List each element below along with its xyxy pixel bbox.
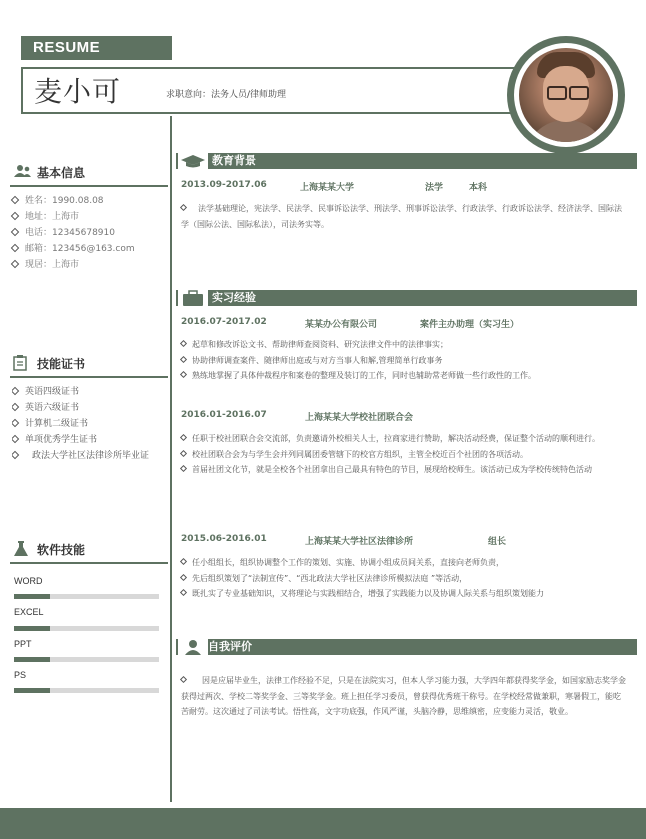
exp-role: 案件主办助理（实习生） [420, 320, 520, 330]
education-title: 教育背景 [212, 154, 256, 167]
self-eval-header [176, 639, 637, 655]
basic-info-item: 姓名：1990.08.08 [12, 193, 135, 209]
skill-name: PS [14, 670, 27, 680]
exp-item: 起草和修改诉讼文书、帮助律师查阅资料、研究法律文件中的法律事实； [181, 337, 631, 353]
footer-bar [0, 808, 646, 839]
exp-period: 2015.06-2016.01 [181, 534, 267, 544]
exp-role: 组长 [488, 537, 507, 547]
basic-info-item: 地址：上海市 [12, 209, 135, 225]
briefcase-icon [178, 290, 208, 306]
basic-info-title: 基本信息 [37, 166, 86, 180]
skill-bar [14, 626, 159, 631]
exp-item: 任职于校社团联合会交流部，负责邀请外校相关人士，拉商家进行赞助，解决活动经费，保证整个活动的顺利进行。 [181, 431, 636, 447]
exp-item: 既扎实了专业基础知识，又将理论与实践相结合，增强了实践能力以及协调人际关系与组织策划能力 [181, 586, 636, 602]
certs-divider [10, 376, 168, 378]
exp-org: 上海某某大学校社团联合会 [305, 413, 414, 423]
edu-major: 法学 [425, 183, 444, 193]
header-frame-top [21, 67, 531, 69]
avatar [519, 48, 613, 142]
header-frame-bottom [21, 112, 531, 114]
certs-list [12, 384, 164, 464]
skill-name: PPT [14, 639, 32, 649]
basic-info-divider [10, 185, 168, 187]
cert-item: 单项优秀学生证书 [12, 432, 164, 448]
exp-period: 2016.01-2016.07 [181, 410, 267, 420]
certs-title: 技能证书 [37, 357, 86, 371]
cert-item: 英语四级证书 [12, 384, 164, 400]
skill-bar-fill [14, 594, 50, 599]
skill-bar [14, 688, 159, 693]
basic-info-list [12, 193, 135, 273]
exp-item: 先后组织策划了“法制宣传”、“西北政法大学社区法律诊所模拟法庭 ”等活动， [181, 571, 636, 587]
skill-bar [14, 594, 159, 599]
exp-period: 2016.07-2017.02 [181, 317, 267, 327]
basic-info-item: 电话：12345678910 [12, 225, 135, 241]
skill-name: WORD [14, 576, 43, 586]
exp-items [181, 555, 636, 602]
exp-item: 熟练地掌握了具体仲裁程序和案卷的整理及装订的工作，同时也辅助常老师做一些行政性的工作。 [181, 368, 631, 384]
exp-item: 首届社团文化节，就是全校各个社团拿出自己最具有特色的节目，展现给校师生。该活动已成为学校传统特色活动 [181, 462, 636, 478]
cert-item: 政法大学社区法律诊所毕业证 [12, 448, 164, 464]
self-eval-text: 因是应届毕业生，法律工作经验不足，只是在法院实习，但本人学习能力强，大学四年都获得奖学金，如国家励志奖学金获得过两次、学校二等奖学金、三等奖学金。班上担任学习委员，曾获得优秀班干称号。在学校经常做兼职，寒暑假工，能吃苦耐劳。这次通过了司法考试。悟性高，文字功底强，作风严谨，头脑冷静，思维缜密，应变能力灵活，敬业。 [181, 676, 626, 716]
edu-period: 2013.09-2017.06 [181, 180, 267, 190]
cert-item: 英语六级证书 [12, 400, 164, 416]
exp-items [181, 337, 631, 384]
basic-info-item: 邮箱：123456@163.com [12, 241, 135, 257]
basic-info-item: 现居：上海市 [12, 257, 135, 273]
exp-item: 校社团联合会为与学生会并列同属团委管辖下的校官方组织，主管全校近百个社团的各项活动。 [181, 447, 636, 463]
skill-bar [14, 657, 159, 662]
user-group-icon [14, 164, 32, 178]
exp-item: 任小组组长，组织协调整个工作的策划、实施、协调小组成员间关系，直接向老师负责， [181, 555, 636, 571]
skill-name: EXCEL [14, 607, 44, 617]
header-frame-left [21, 67, 23, 113]
experience-title: 实习经验 [212, 291, 256, 304]
edu-school: 上海某某大学 [300, 183, 355, 193]
job-intent: 求职意向：法务人员/律师助理 [166, 90, 287, 100]
software-divider [10, 562, 168, 564]
cert-item: 计算机二级证书 [12, 416, 164, 432]
graduation-cap-icon [178, 153, 208, 169]
edu-degree: 本科 [469, 183, 488, 193]
software-title: 软件技能 [37, 543, 86, 557]
edu-description: 法学基础理论，宪法学、民法学、民事诉讼法学、刑法学、刑事诉讼法学、行政法学、行政诉讼法学、经济法学、国际法学（国际公法、国际私法），司法务实等。 [181, 204, 622, 229]
education-header [176, 153, 637, 169]
user-icon [178, 639, 208, 655]
self-eval-title: 自我评价 [208, 640, 252, 653]
column-divider [170, 116, 172, 802]
resume-label: RESUME [21, 36, 172, 60]
experience-header [176, 290, 637, 306]
exp-item: 协助律师调查案件、随律师出庭或与对方当事人和解,管理简单行政事务 [181, 353, 631, 369]
skill-bar-fill [14, 626, 50, 631]
skill-bar-fill [14, 657, 50, 662]
certificate-icon [13, 355, 28, 371]
candidate-name: 麦小可 [34, 75, 122, 108]
flask-icon [14, 541, 28, 556]
exp-org: 上海某某大学社区法律诊所 [305, 537, 414, 547]
skill-bar-fill [14, 688, 50, 693]
exp-org: 某某办公有限公司 [305, 320, 378, 330]
exp-items [181, 431, 636, 478]
